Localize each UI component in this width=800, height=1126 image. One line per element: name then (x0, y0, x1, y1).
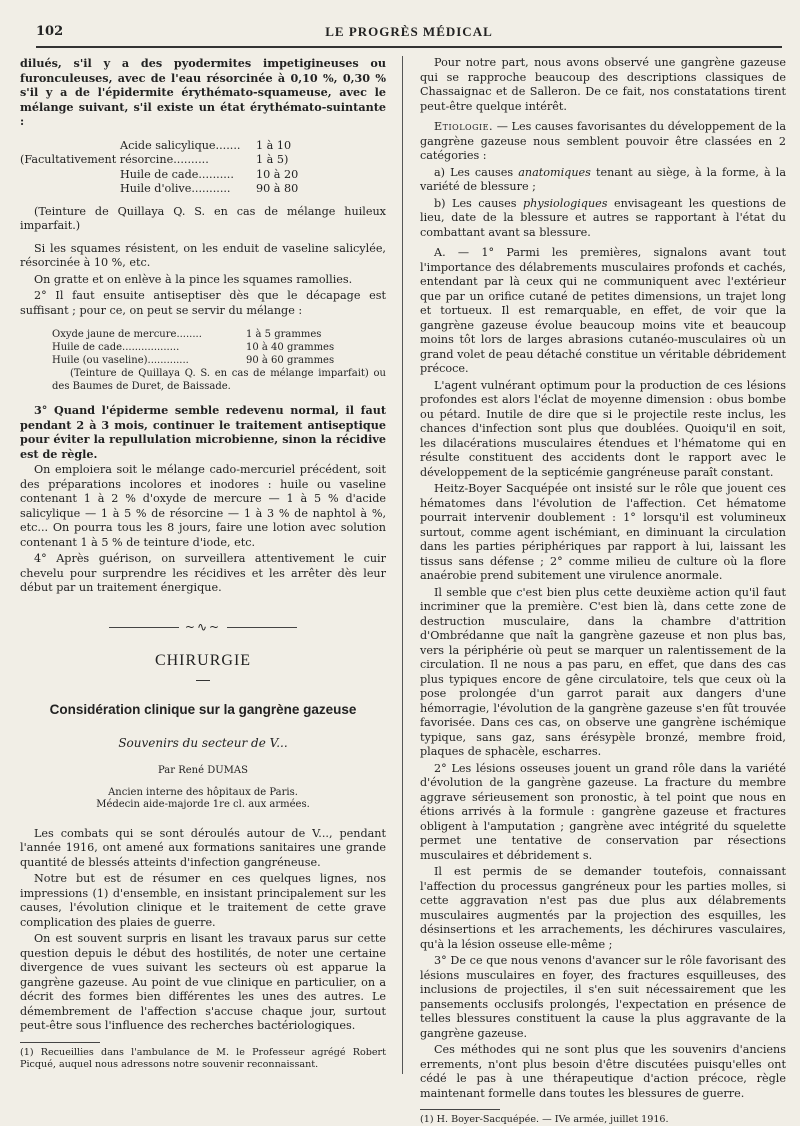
recipe-dose: 90 à 80 (256, 182, 299, 195)
header-rule (36, 46, 782, 48)
paragraph: Les combats qui se sont déroulés autour de V..., pendant l'année 1916, ont amené aux formations sanitaires une grande quantité de blessés atteints d'infection gangréneuse. (20, 826, 386, 869)
recipe-row (20, 168, 386, 183)
paragraph: On est souvent surpris en lisant les travaux parus sur cette question depuis le début des hostilités, de noter une certaine divergence de vues suivant les secteurs où est apparue la gangrène gazeuse. Au point de vue clinique en particulier, on a décrit des formes bien différentes les unes des autres. Le démembrement de l'affection s'accuse chaque jour, surtout peut-être sous l'influence des recherches bactériologiques. (20, 932, 386, 1032)
article-title: Considération clinique sur la gangrène gazeuse (49, 702, 357, 717)
paragraph: On emploiera soit le mélange cado-mercuriel précédent, soit des préparations incolores et inodores : huile ou vaseline contenant 1 à 2 % d'oxyde de mercure — 1 à 5 % d'acide salicylique — 1 à 5 % de résorcine — 1 à 3 % de naphtol à %, etc... On pourra tous les 8 jours, faire une lotion avec solution contenant 1 à 5 % de teinture d'iode, etc. (20, 463, 386, 549)
recipe-dose: 1 à 5) (256, 153, 289, 166)
article-subtitle: Souvenirs du secteur de V... (118, 735, 288, 750)
paragraph: 2° Il faut ensuite antiseptiser dès que le décapage est suffisant ; pour ce, on peut se servir du mélange : (20, 289, 386, 317)
author-credentials (20, 787, 386, 811)
text-run: tenant au siège, à la forme, à la variété de blessure ; (420, 165, 786, 193)
text-run: a) Les causes (434, 165, 519, 179)
recipe-row (52, 328, 386, 341)
recipe-dose: 1 à 10 (256, 138, 292, 152)
paragraph: L'agent vulnérant optimum pour la production de ces lésions profondes est alors l'éclat de moyenne dimension : obus bombe ou pétard. Inutile de dire que si le projectile reste inclus, les chances d'infection sont plus que doublées. Quoiqu'il en soit, les dilacérations musculaires étendues et l'hématome qui en résulte constituent des accidents dont le rapport avec le développement de la septicémie gangréneuse paraît constant. (420, 378, 786, 479)
text-run-italic: anatomiques (518, 165, 591, 179)
paragraph: (Teinture de Quillaya Q. S. en cas de mélange huileux imparfait.) (20, 204, 386, 232)
author-credential-line: Ancien interne des hôpitaux de Paris. (108, 786, 298, 798)
section-title: CHIRURGIE (154, 652, 252, 669)
paragraph: 4° Après guérison, on surveillera attentivement le cuir chevelu pour surprendre les récidives et les arrêter dès leur début par un traitement énergique. (20, 552, 386, 594)
paragraph: dilués, s'il y a des pyodermites impetigineuses ou furonculeuses, avec de l'eau résorcinée à 0,10 %, 0,30 % s'il y a de l'épidermite érythémato-squameuse, avec le mélange suivant, s'il existe un état érythémato-suintante : (20, 56, 386, 128)
paragraph: Si les squames résistent, on les enduit de vaseline salicylée, résorcinée à 10 %, etc. (20, 241, 386, 269)
recipe-ingredient: (Facultativement résorcine.......... (20, 153, 209, 166)
footnote-rule (20, 1042, 100, 1043)
recipe-mercury (20, 328, 386, 393)
recipe-ingredient: Huile de cade.................. (52, 342, 180, 353)
paragraph: A. — 1° Parmi les premières, signalons avant tout l'importance des délabrements musculaires profonds et cachés, entendant par là ceux qui ne communiquent avec l'extérieur que par un orifice cutané de petites dimensions, un trajet long et tortueux. Il est remarquable, en effet, de voir que la gangrène gazeuse évolue beaucoup moins vite et beaucoup moins tôt lors de larges abrasions cutanéo-musculaires où un grand volet de peau détaché constitue un véritable débridement précoce. (420, 246, 786, 375)
text-run-italic: physiologiques (523, 196, 608, 210)
page-header (36, 24, 782, 46)
text-run: b) Les causes (434, 196, 524, 210)
recipe-ingredient: Huile d'olive........... (120, 182, 231, 195)
paragraph: Heitz-Boyer Sacquépée ont insisté sur le rôle que jouent ces hématomes dans l'évolution de l'affection. Cet hématome pourrait intervenir doublement : 1° lorsqu'il est volumineux surtout, comme agent ischémiant, en diminuant la circulation dans les parties périphériques par rapport à lui, laissant les tissus sans défense ; 2° comme milieu de culture où la flore anaérobie prend subitement une virulence anormale. (420, 482, 786, 582)
paragraph: 3° De ce que nous venons d'avancer sur le rôle favorisant des lésions musculaires en foyer, des fractures esquilleuses, des inclusions de projectiles, il s'en suit nécessairement que les pansements occlusifs prolongés, l'expectation en présence de telles blessures constituent la cause la plus aggravante de la gangrène gazeuse. (420, 954, 786, 1040)
recipe-ingredient: Acide salicylique....... (120, 138, 241, 152)
section-dash (20, 671, 386, 686)
recipe-row (52, 354, 386, 367)
recipe-dose: 1 à 5 grammes (246, 329, 322, 340)
paragraph: 2° Les lésions osseuses jouent un grand rôle dans la variété d'évolution de la gangrène gazeuse. La fracture du membre aggrave sérieusement son pronostic, à tel point que nous en étions arrivés à la formule : gangrène gazeuse et fractures obligent à l'amputation ; gangrène avec intégrité du squelette permet une tentative de conservation par résections musculaires et débridement s. (420, 761, 786, 862)
recipe-salicylic (20, 139, 386, 197)
footnote: (1) H. Boyer-Sacquépée. — IVe armée, juillet 1916. (420, 1114, 669, 1125)
page-number: 102 (36, 24, 64, 39)
recipe-ingredient: Huile de cade.......... (120, 167, 234, 181)
paragraph: Il semble que c'est bien plus cette deuxième action qu'il faut incriminer que la première. C'est bien là, dans cette zone de destruction musculaire, dans la chambre d'attrition d'Ombrédanne que naît la gangrène gazeuse et non plus bas, vers la périphérie où peut se marquer un ralentissement de la circulation. Il ne nous a pas paru, en effet, que dans des cas plus typiques encore de gêne circulatoire, tels que ceux où la pose prolongée d'un garrot parait aux dangers d'une hémorragie, l'évolution de la gangrène gazeuse s'en fût trouvée favorisée. Dans ces cas, on observe une gangrène ischémique typique, sans gaz, sans érésypèle bronzé, membre froid, plaques de sphacèle, escharres. (420, 585, 786, 758)
footnote: (1) Recueillies dans l'ambulance de M. le Professeur agrégé Robert Picqué, auquel nous adressons notre souvenir reconnaissant. (20, 1046, 386, 1070)
paragraph: Il est permis de se demander toutefois, connaissant l'affection du processus gangréneux pour les parties molles, si cette aggravation n'est pas due plus aux délabrements musculaires augmentés par la projection des esquilles, les désinsertions et les arrachements, les déchirures vasculaires, qu'à la lésion osseuse elle-même ; (420, 865, 786, 951)
recipe-note: (Teinture de Quillaya Q. S. en cas de mélange imparfait) ou des Baumes de Duret, de Baissade. (52, 368, 386, 392)
article-author: Par René DUMAS (158, 765, 248, 776)
paragraph: 3° Quand l'épiderme semble redevenu normal, il faut pendant 2 à 3 mois, continuer le traitement antiseptique pour éviter la repullulation microbienne, sinon la récidive est de règle. (20, 403, 386, 461)
recipe-row (20, 153, 386, 168)
right-column (420, 56, 786, 1126)
paragraph (420, 166, 786, 195)
left-column (20, 56, 386, 1071)
paragraph: Ces méthodes qui ne sont plus que les souvenirs d'anciens errements, n'ont plus besoin d'être discutées puisqu'elles ont cédé le pas à une thérapeutique d'action précoce, règle maintenant formelle dans toutes les blessures de guerre. (420, 1043, 786, 1100)
section-label: Etiologie. (434, 120, 494, 133)
text-run: envisageant les questions de lieu, date de la blessure et autres se rapportant à l'état du combattant avant sa blessure. (420, 196, 786, 239)
recipe-row (20, 182, 386, 197)
recipe-dose: 90 à 60 grammes (246, 355, 335, 366)
column-divider (402, 56, 403, 1074)
footnote-rule (420, 1109, 500, 1110)
paragraph (420, 120, 786, 164)
paragraph: On gratte et on enlève à la pince les squames ramollies. (34, 272, 353, 286)
recipe-ingredient: Huile (ou vaseline)............. (52, 355, 189, 366)
section-ornament: ~∿~ (20, 620, 386, 635)
recipe-dose: 10 à 40 grammes (246, 342, 335, 353)
paragraph: Notre but est de résumer en ces quelques lignes, nos impressions (1) d'ensemble, en insistant principalement sur les causes, l'évolution clinique et le traitement de cette grave complication des plaies de guerre. (20, 872, 386, 929)
recipe-row (20, 139, 386, 154)
paragraph-text: — Les causes favorisantes du développement de la gangrène gazeuse nous semblent pouvoir être classées en 2 catégories : (420, 120, 786, 162)
recipe-dose: 10 à 20 (256, 167, 299, 181)
paragraph: Pour notre part, nous avons observé une gangrène gazeuse qui se rapproche beaucoup des descriptions classiques de Chassaignac et de Salleron. De ce fait, nos constatations tirent peut-être quelque intérêt. (420, 56, 786, 113)
author-credential-line: Médecin aide-majorde 1re cl. aux armées. (96, 798, 310, 810)
journal-title: LE PROGRÈS MÉDICAL (325, 24, 493, 39)
paragraph (420, 197, 786, 241)
recipe-row (52, 341, 386, 354)
recipe-ingredient: Oxyde jaune de mercure........ (52, 329, 202, 340)
